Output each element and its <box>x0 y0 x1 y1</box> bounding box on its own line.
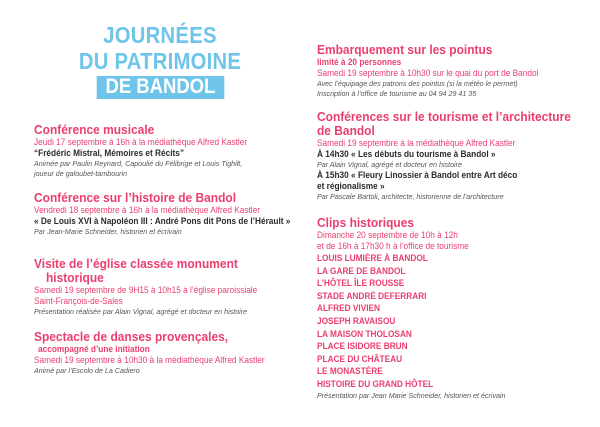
list-item: LE MONASTÈRE <box>317 366 383 377</box>
section-conferences-tourisme <box>317 110 587 202</box>
section-subject: “Frédéric Mistral, Mémoires et Récits” <box>34 148 185 158</box>
talk-2-note: Par Pascale Bartoli, architecte, historienne de l’architecture <box>317 192 504 201</box>
section-heading: Spectacle de danses provençales, <box>34 329 229 344</box>
section-note: Animée par Paulin Reynard, Capoulié du Félibrige et Louis Tighilt, joueur de galoubet-tambourin <box>34 159 243 178</box>
section-embarquement <box>317 43 587 99</box>
section-visite-eglise <box>34 257 289 317</box>
list-item: LOUIS LUMIÈRE À BANDOL <box>317 253 428 263</box>
event-title <box>60 22 260 99</box>
section-place: Saint-François-de-Sales <box>34 296 123 306</box>
section-danses-provencales <box>34 330 289 376</box>
talk-1-note: Par Alain Vignal, agrégé et docteur en histoire <box>317 160 462 169</box>
section-heading: Embarquement sur les pointus <box>317 42 493 57</box>
list-item: L’HÔTEL ÎLE ROUSSE <box>317 278 405 289</box>
section-date: Samedi 19 septembre à 10h30 sur le quai du port de Bandol <box>317 68 539 78</box>
section-date: Jeudi 17 septembre à 16h à la médiathèque Alfred Kastler <box>34 137 248 147</box>
section-heading-line-1: Conférences sur le tourisme et l’architecture <box>317 109 571 124</box>
section-subheading: accompagné d’une initiation <box>38 344 150 354</box>
section-note-1: Avec l’équipage des patrons des pointus (si la météo le permet) <box>317 79 518 88</box>
section-heading-line-1: Visite de l’église classée monument <box>34 256 238 271</box>
list-item: LA MAISON THOLOSAN <box>317 328 412 339</box>
section-date: Samedi 19 septembre à la médiathèque Alfred Kastler <box>317 138 516 148</box>
list-item: PLACE ISIDORE BRUN <box>317 341 408 352</box>
section-note: Présentation réalisée par Alain Vignal, agrégé et docteur en histoire <box>34 307 248 316</box>
section-note: Présentation par Jean Marie Schneider, historien et écrivain <box>317 390 506 400</box>
section-date: Samedi 19 septembre à 10h30 à la médiathèque Alfred Kastler <box>34 355 265 365</box>
section-clips-historiques <box>317 216 587 401</box>
section-heading: Conférence sur l’histoire de Bandol <box>34 190 237 205</box>
section-heading: Conférence musicale <box>34 122 155 137</box>
section-heading: Clips historiques <box>317 215 415 230</box>
talk-2-line-2: et régionalisme » <box>317 181 385 191</box>
section-note-2: Inscription à l’office de tourisme au 04 94 29 41 35 <box>317 89 477 98</box>
section-date-1: Dimanche 20 septembre de 10h à 12h <box>317 230 458 240</box>
list-item: ALFRED VIVIEN <box>317 303 381 314</box>
title-line-2: DU PATRIMOINE <box>78 48 242 74</box>
title-line-1: JOURNÉES <box>103 22 217 48</box>
list-item: HISTOIRE DU GRAND HÔTEL <box>317 378 434 389</box>
title-line-3-banner: DE BANDOL <box>96 76 223 99</box>
list-item: STADE ANDRÉ DEFERRARI <box>317 290 427 301</box>
list-item: JOSEPH RAVAISOU <box>317 315 396 326</box>
section-conference-musicale <box>34 123 289 179</box>
section-subject: « De Louis XVI à Napoléon III : André Pons dit Pons de l’Hérault » <box>34 216 291 226</box>
talk-1: À 14h30 « Les débuts du tourisme à Bandol » <box>317 149 496 159</box>
section-date: Samedi 19 septembre de 9H15 à 10h15 à l’église paroissiale <box>34 285 258 295</box>
clips-list <box>317 252 587 391</box>
section-subheading: limité à 20 personnes <box>317 57 402 67</box>
talk-2-line-1: À 15h30 « Fleury Linossier à Bandol entre Art déco <box>317 170 518 180</box>
section-note: Animé par l’Escolo de La Cadiero <box>34 366 140 375</box>
list-item: LA GARE DE BANDOL <box>317 265 406 276</box>
section-conference-histoire <box>34 191 289 237</box>
section-date-2: et de 16h à 17h30 h à l’office de tourisme <box>317 241 469 251</box>
section-heading-line-2: historique <box>46 270 104 285</box>
section-note: Par Jean-Marie Schneider, historien et écrivain <box>34 227 182 236</box>
section-date: Vendredi 18 septembre à 16h à la médiathèque Alfred Kastler <box>34 205 261 215</box>
list-item: PLACE DU CHÂTEAU <box>317 353 403 364</box>
section-heading-line-2: de Bandol <box>317 123 375 138</box>
